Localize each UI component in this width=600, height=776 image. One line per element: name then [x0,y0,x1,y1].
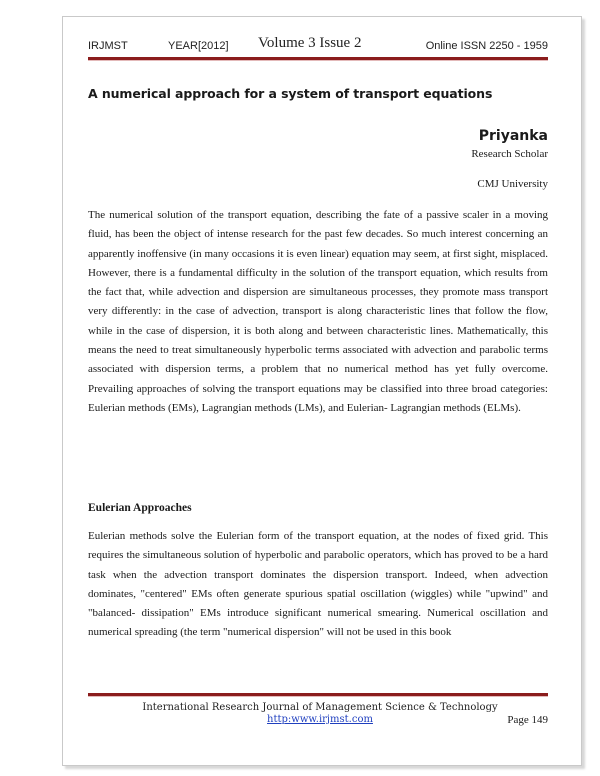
paragraph-eulerian: Eulerian methods solve the Eulerian form of the transport equation, at the nodes of fixed grid. This requires the simultaneous solution of hyperbolic and parabolic operators, which has proved to be a hard task when the advection transport dominates the dispersion transport. Indeed, when advection dominates, "centered" EMs often generate spurious spatial oscillation (wiggles) while "upwind" and "balanced- dissipation" EMs introduce significant numerical smearing. Numerical oscillation and numerical spreading (the term "numerical dispersion" will not be used in this book [88,530,548,639]
article-title: A numerical approach for a system of transport equations [88,86,493,101]
page-number: Page 149 [507,714,548,726]
author-role: Research Scholar [471,148,548,160]
header-volume: Volume 3 Issue 2 [258,35,362,51]
header-year: YEAR[2012] [168,40,229,52]
header-journal: IRJMST [88,40,128,52]
footer-link[interactable]: http:www.irjmst.com [267,714,373,725]
header-rule [88,57,548,61]
footer-rule [88,693,548,697]
paragraph-intro: The numerical solution of the transport equation, describing the fate of a passive scaler in a moving fluid, has been the object of intense research for the past few decades. So much interest concerning an apparently inoffensive (in many occasions it is even linear) equation may seem, at first sight, misplaced. However, there is a fundamental difficulty in the solution of the transport equation, which results from the fact that, while advection and dispersion are simultaneous processes, they promote mass transport very differently: in the case of advection, transport is along characteristic lines that follow the flow, while in the case of dispersion, it is both along and between characteristic lines. Mathematically, this means the need to treat simultaneously hyperbolic terms associated with advection and parabolic terms associated with dispersion terms, a problem that no numerical method has yet fully overcome. Prevailing approaches of solving the transport equations may be classified into three broad categories: Eulerian methods (EMs), Lagrangian methods (LMs), and Eulerian- Lagrangian methods (ELMs). [88,209,548,414]
running-header [88,35,548,56]
author-affiliation: CMJ University [477,178,548,190]
author-name: Priyanka [478,128,548,144]
section-heading: Eulerian Approaches [88,502,192,514]
header-issn: Online ISSN 2250 - 1959 [425,40,548,52]
footer-journal: International Research Journal of Management Science & Technology [142,702,498,713]
